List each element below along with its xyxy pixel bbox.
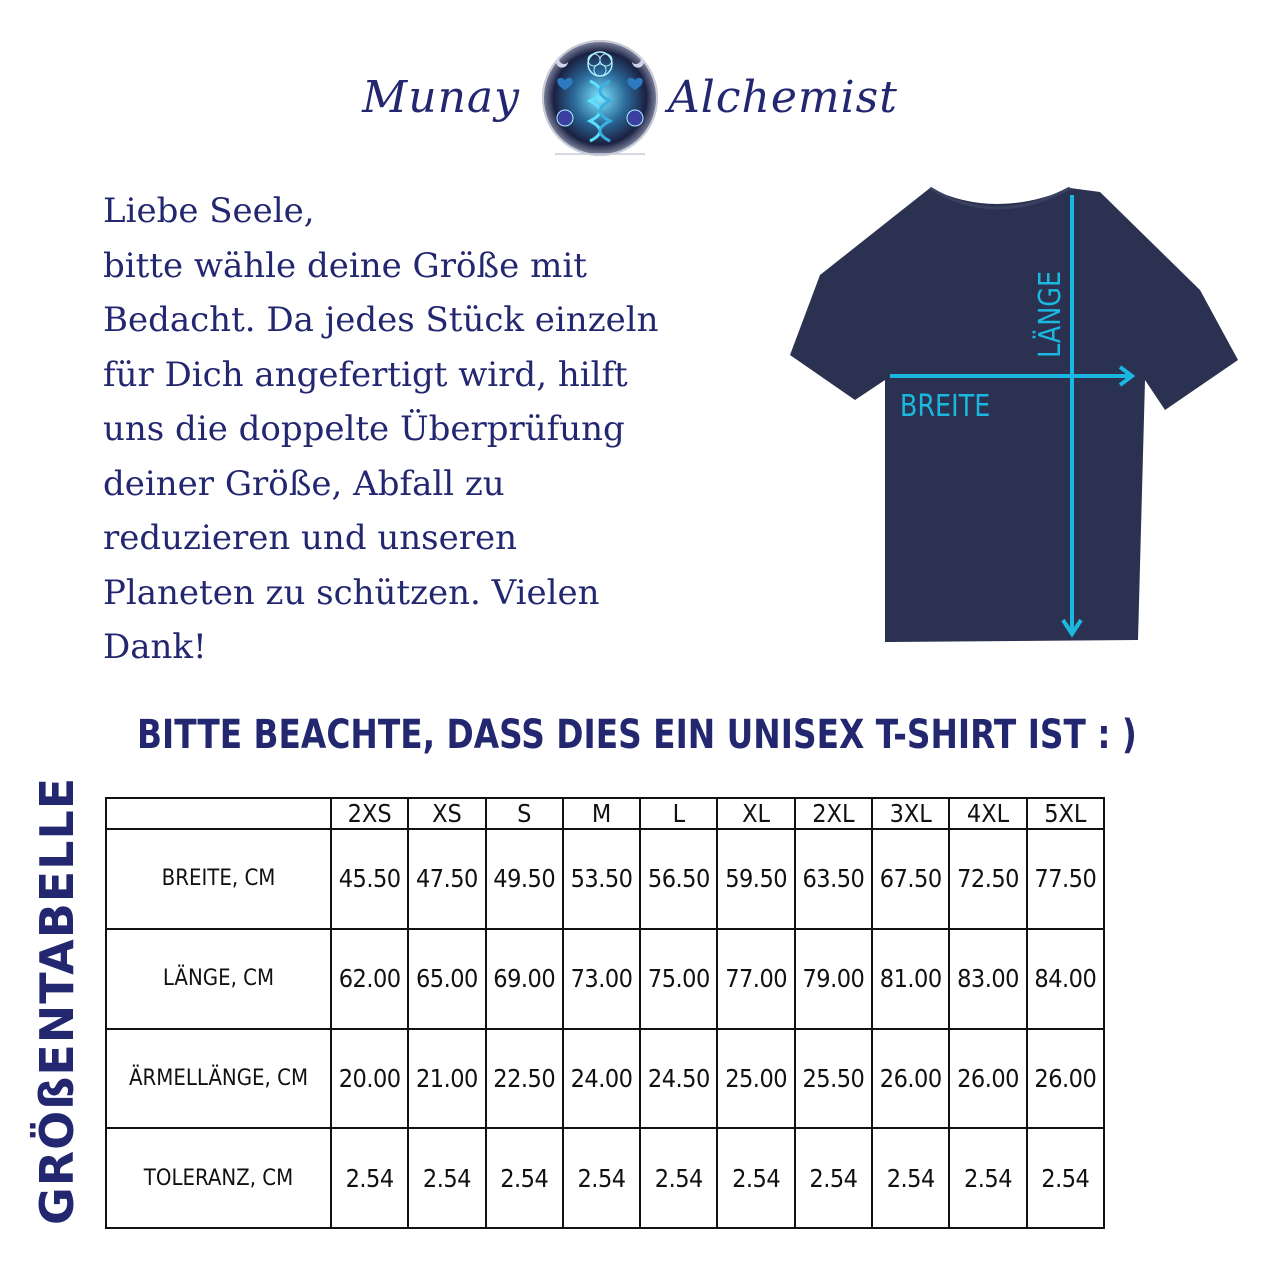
table-cell: 2.54 <box>795 1128 872 1228</box>
table-cell: 2.54 <box>717 1128 794 1228</box>
table-cell: 65.00 <box>408 929 485 1029</box>
table-row <box>106 1029 1104 1129</box>
table-cell: 84.00 <box>1027 929 1104 1029</box>
size-chart-title: GRÖßENTABELLE <box>30 776 84 1225</box>
table-cell: 2.54 <box>1027 1128 1104 1228</box>
table-cell: 59.50 <box>717 829 794 929</box>
sacred-geometry-logo-icon <box>535 36 665 166</box>
table-cell: 63.50 <box>795 829 872 929</box>
row-label: LÄNGE, CM <box>106 929 331 1029</box>
table-row <box>106 929 1104 1029</box>
table-cell: 26.00 <box>949 1029 1026 1129</box>
table-cell: 83.00 <box>949 929 1026 1029</box>
table-cell: 72.50 <box>949 829 1026 929</box>
customer-message: Liebe Seele, bitte wähle deine Größe mit Bedacht. Da jedes Stück einzeln für Dich angefertigt wird, hilft uns die doppelte Überprüfung deiner Größe, Abfall zu reduzieren und unseren Planeten zu schützen. Vielen Dank! <box>103 191 659 667</box>
size-header: 5XL <box>1027 798 1104 829</box>
tshirt-measurement-diagram <box>780 180 1250 660</box>
table-cell: 77.00 <box>717 929 794 1029</box>
length-label: LÄNGE <box>1031 270 1068 358</box>
table-cell: 75.00 <box>640 929 717 1029</box>
table-cell: 45.50 <box>331 829 408 929</box>
size-header: XS <box>408 798 485 829</box>
table-cell: 20.00 <box>331 1029 408 1129</box>
table-cell: 2.54 <box>408 1128 485 1228</box>
brand-name-left: Munay <box>362 72 520 123</box>
size-header: 3XL <box>872 798 949 829</box>
table-cell: 73.00 <box>563 929 640 1029</box>
table-row <box>106 829 1104 929</box>
table-cell: 25.00 <box>717 1029 794 1129</box>
table-cell: 62.00 <box>331 929 408 1029</box>
table-cell: 79.00 <box>795 929 872 1029</box>
table-cell: 24.00 <box>563 1029 640 1129</box>
size-chart-table <box>105 797 1105 1229</box>
tshirt-shape <box>790 188 1238 642</box>
size-header: S <box>486 798 563 829</box>
table-cell: 67.50 <box>872 829 949 929</box>
corner-cell <box>106 798 331 829</box>
table-cell: 2.54 <box>872 1128 949 1228</box>
size-header: M <box>563 798 640 829</box>
table-cell: 81.00 <box>872 929 949 1029</box>
table-cell: 49.50 <box>486 829 563 929</box>
table-cell: 56.50 <box>640 829 717 929</box>
width-label: BREITE <box>899 387 991 424</box>
table-row <box>106 1128 1104 1228</box>
size-header: 4XL <box>949 798 1026 829</box>
table-cell: 26.00 <box>872 1029 949 1129</box>
table-cell: 2.54 <box>640 1128 717 1228</box>
table-cell: 2.54 <box>331 1128 408 1228</box>
brand-name-right: Alchemist <box>668 72 898 123</box>
size-header: L <box>640 798 717 829</box>
table-cell: 2.54 <box>563 1128 640 1228</box>
table-cell: 53.50 <box>563 829 640 929</box>
table-cell: 2.54 <box>949 1128 1026 1228</box>
size-header-row <box>106 798 1104 829</box>
table-cell: 26.00 <box>1027 1029 1104 1129</box>
table-cell: 47.50 <box>408 829 485 929</box>
table-cell: 24.50 <box>640 1029 717 1129</box>
size-header: 2XL <box>795 798 872 829</box>
unisex-notice: BITTE BEACHTE, DASS DIES EIN UNISEX T-SHIRT IST : ) <box>137 712 1137 758</box>
row-label: BREITE, CM <box>106 829 331 929</box>
table-cell: 21.00 <box>408 1029 485 1129</box>
table-cell: 22.50 <box>486 1029 563 1129</box>
table-cell: 77.50 <box>1027 829 1104 929</box>
row-label: ÄRMELLÄNGE, CM <box>106 1029 331 1129</box>
brand-header <box>0 36 1280 166</box>
table-cell: 25.50 <box>795 1029 872 1129</box>
table-cell: 69.00 <box>486 929 563 1029</box>
row-label: TOLERANZ, CM <box>106 1128 331 1228</box>
size-header: 2XS <box>331 798 408 829</box>
size-header: XL <box>717 798 794 829</box>
table-cell: 2.54 <box>486 1128 563 1228</box>
